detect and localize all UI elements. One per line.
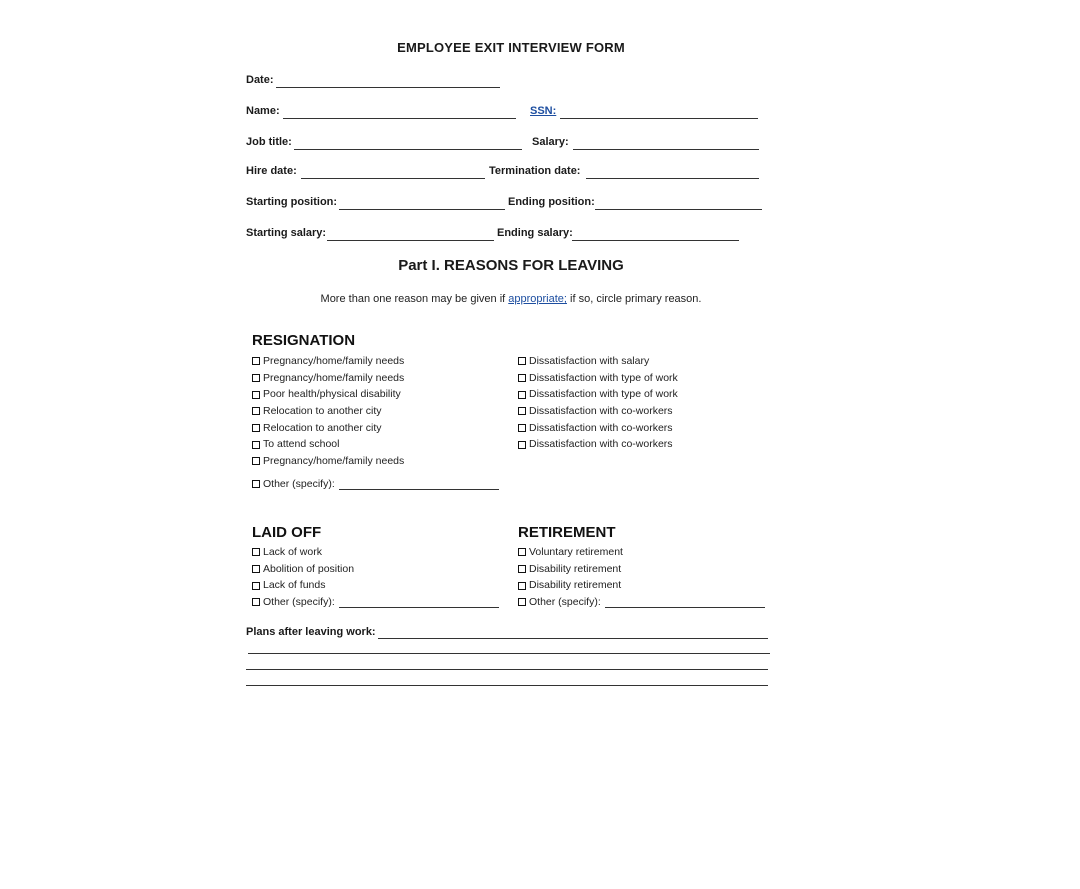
laid-off-list (252, 544, 499, 611)
name-label: Name: (246, 105, 280, 117)
list-item[interactable] (252, 594, 499, 611)
termination-date-line[interactable] (586, 178, 759, 179)
list-item[interactable] (518, 353, 678, 370)
date-line[interactable] (276, 87, 500, 88)
checkbox[interactable] (252, 441, 260, 449)
ssn-line[interactable] (560, 118, 758, 119)
list-item[interactable] (252, 476, 499, 493)
ending-position-label: Ending position: (508, 196, 595, 208)
checkbox-label: Disability retirement (529, 562, 622, 575)
list-item[interactable] (518, 544, 765, 561)
checkbox-label: To attend school (263, 438, 340, 451)
checkbox-label: Pregnancy/home/family needs (263, 455, 405, 468)
checkbox[interactable] (518, 441, 526, 449)
checkbox-label: Dissatisfaction with co-workers (529, 438, 673, 451)
checkbox[interactable] (518, 582, 526, 590)
checkbox-label: Pregnancy/home/family needs (263, 371, 405, 384)
checkbox-label: Abolition of position (263, 562, 355, 575)
checkbox-label: Lack of work (263, 546, 322, 558)
list-item[interactable] (518, 577, 765, 594)
checkbox[interactable] (252, 480, 260, 488)
starting-salary-label: Starting salary: (246, 227, 327, 239)
list-item[interactable] (252, 386, 404, 403)
starting-position-label: Starting position: (246, 196, 338, 208)
checkbox[interactable] (518, 565, 526, 573)
checkbox[interactable] (252, 424, 260, 432)
plans-line-1[interactable] (378, 638, 768, 639)
plans-line-2[interactable] (248, 653, 770, 654)
checkbox-label: Other (specify): (263, 596, 335, 609)
checkbox-label: Relocation to another city (263, 405, 382, 418)
checkbox-label: Disability retirement (529, 579, 622, 592)
note-link: appropriate; (508, 293, 567, 305)
checkbox[interactable] (252, 598, 260, 606)
checkbox[interactable] (518, 424, 526, 432)
termination-date-label: Termination date: (489, 165, 581, 177)
plans-line-4[interactable] (246, 685, 768, 686)
checkbox[interactable] (518, 407, 526, 415)
list-item[interactable] (518, 403, 678, 420)
specify-line[interactable] (339, 596, 499, 608)
checkbox[interactable] (252, 548, 260, 556)
list-item[interactable] (252, 544, 499, 561)
note-text-1: More than one reason may be given if (320, 293, 509, 305)
plans-line-3[interactable] (246, 669, 768, 670)
list-item[interactable] (518, 386, 678, 403)
list-item[interactable] (252, 370, 404, 387)
ssn-label: SSN: (530, 105, 557, 117)
list-item[interactable] (252, 561, 499, 578)
checkbox[interactable] (252, 407, 260, 415)
resignation-left-list (252, 353, 404, 470)
checkbox-label: Dissatisfaction with type of work (529, 371, 678, 384)
resignation-heading: RESIGNATION (252, 332, 356, 349)
ending-salary-line[interactable] (572, 240, 739, 241)
checkbox-label: Dissatisfaction with type of work (529, 388, 678, 401)
list-item[interactable] (252, 436, 404, 453)
checkbox-label: Dissatisfaction with co-workers (529, 421, 673, 434)
ending-position-line[interactable] (595, 209, 762, 210)
checkbox-label: Other (specify): (263, 478, 335, 490)
date-label: Date: (246, 74, 274, 86)
checkbox-label: Poor health/physical disability (263, 388, 401, 401)
checkbox[interactable] (518, 391, 526, 399)
list-item[interactable] (252, 453, 404, 470)
checkbox[interactable] (518, 374, 526, 382)
name-line[interactable] (283, 118, 516, 119)
list-item[interactable] (518, 561, 765, 578)
laid-off-heading: LAID OFF (252, 524, 322, 541)
checkbox-label: Voluntary retirement (529, 546, 623, 558)
list-item[interactable] (518, 420, 678, 437)
checkbox-label: Dissatisfaction with salary (529, 355, 650, 367)
list-item[interactable] (252, 403, 404, 420)
retirement-list (518, 544, 765, 611)
checkbox[interactable] (252, 582, 260, 590)
job-title-line[interactable] (294, 149, 522, 150)
salary-label: Salary: (532, 136, 569, 148)
list-item[interactable] (518, 436, 678, 453)
starting-salary-line[interactable] (327, 240, 494, 241)
hire-date-label: Hire date: (246, 165, 297, 177)
salary-line[interactable] (573, 149, 759, 150)
list-item[interactable] (252, 577, 499, 594)
list-item[interactable] (252, 353, 404, 370)
ending-salary-label: Ending salary: (497, 227, 573, 239)
specify-line[interactable] (339, 478, 499, 490)
plans-label: Plans after leaving work: (246, 626, 376, 638)
checkbox-label: Dissatisfaction with co-workers (529, 405, 673, 418)
checkbox[interactable] (518, 598, 526, 606)
job-title-label: Job title: (246, 136, 292, 148)
resignation-right-list (518, 353, 678, 453)
checkbox-label: Pregnancy/home/family needs (263, 355, 405, 367)
resignation-other (252, 476, 499, 493)
starting-position-line[interactable] (339, 209, 505, 210)
part1-note (246, 293, 776, 305)
checkbox-label: Lack of funds (263, 579, 326, 592)
checkbox[interactable] (252, 391, 260, 399)
form-title: EMPLOYEE EXIT INTERVIEW FORM (397, 40, 625, 55)
checkbox[interactable] (252, 565, 260, 573)
list-item[interactable] (252, 420, 404, 437)
list-item[interactable] (518, 370, 678, 387)
note-text-2: if so, circle primary reason. (566, 293, 702, 305)
checkbox[interactable] (252, 357, 260, 365)
part1-title: Part I. REASONS FOR LEAVING (398, 257, 624, 274)
checkbox-label: Relocation to another city (263, 421, 382, 434)
list-item[interactable] (518, 594, 765, 611)
checkbox[interactable] (518, 357, 526, 365)
checkbox[interactable] (518, 548, 526, 556)
checkbox[interactable] (252, 457, 260, 465)
checkbox-label: Other (specify): (529, 596, 601, 609)
specify-line[interactable] (605, 596, 765, 608)
retirement-heading: RETIREMENT (518, 524, 616, 541)
hire-date-line[interactable] (301, 178, 485, 179)
checkbox[interactable] (252, 374, 260, 382)
